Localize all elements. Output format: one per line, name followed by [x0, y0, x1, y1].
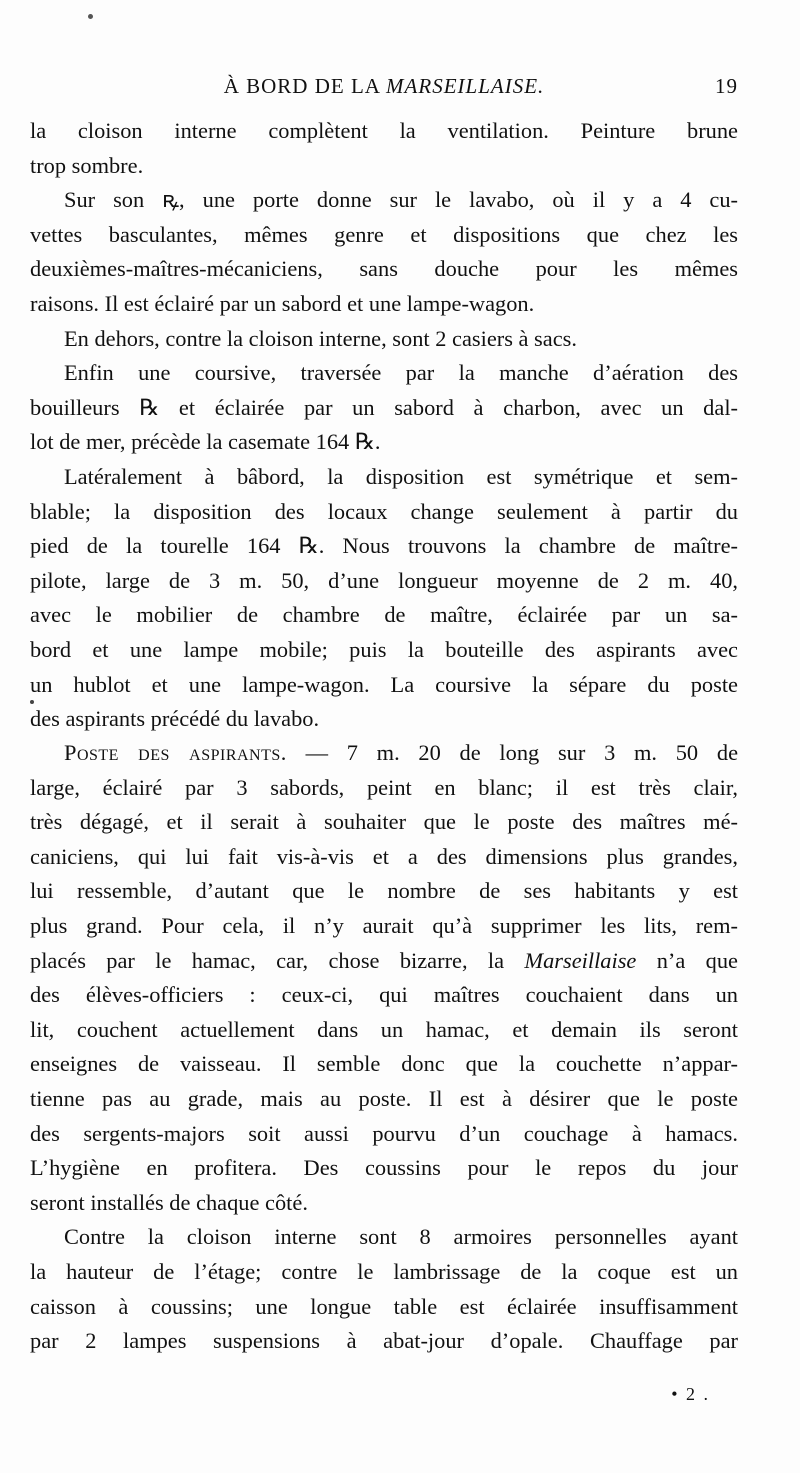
text-line: bouilleurs ℞ et éclairée par un sabord à charbon, avec un dal-: [30, 394, 738, 420]
text-line: la cloison interne complètent la ventilation. Peinture brune: [30, 118, 738, 143]
text-line: Latéralement à bâbord, la disposition est symétrique et sem-: [64, 463, 738, 489]
text-line: caniciens, qui lui fait vis-à-vis et a des dimensions plus grandes,: [30, 843, 738, 869]
text-line: En dehors, contre la cloison interne, sont 2 casiers à sacs.: [64, 325, 577, 351]
text-line: raisons. Il est éclairé par un sabord et une lampe-wagon.: [30, 290, 535, 316]
running-head: [30, 74, 738, 104]
running-head-title-italic: MARSEILLAISE.: [386, 74, 545, 98]
text-line: [30, 944, 738, 979]
running-head-title: [30, 74, 738, 99]
text-line: L’hygiène en profitera. Des coussins pour le repos du jour: [30, 1155, 738, 1181]
text-line: tienne pas au grade, mais au poste. Il est à désirer que le poste: [30, 1085, 738, 1111]
text-segment: — 7 m. 20 de long sur 3 m. 50 de: [286, 740, 739, 765]
text-line: plus grand. Pour cela, il n’y aurait qu’à supprimer les lits, rem-: [30, 912, 738, 938]
text-line: un hublot et une lampe-wagon. La coursive la sépare du poste: [30, 671, 738, 697]
section-heading: Poste des aspirants.: [64, 740, 287, 765]
text-line: vettes basculantes, mêmes genre et dispositions que chez les: [30, 221, 738, 247]
text-line: lui ressemble, d’autant que le nombre de ses habitants y est: [30, 878, 738, 904]
text-line: bord et une lampe mobile; puis la bouteille des aspirants avec: [30, 636, 738, 662]
text-line: par 2 lampes suspensions à abat-jour d’opale. Chauffage par: [30, 1328, 738, 1354]
text-line: caisson à coussins; une longue table est éclairée insuffisamment: [30, 1293, 738, 1319]
signature-mark: • 2 .: [671, 1384, 710, 1404]
text-line: lot de mer, précède la casemate 164 ℞.: [30, 429, 381, 455]
text-line: très dégagé, et il serait à souhaiter que le poste des maîtres mé-: [30, 809, 738, 835]
text-line: large, éclairé par 3 sabords, peint en blanc; il est très clair,: [30, 774, 738, 800]
text-segment: n’a que: [636, 947, 738, 973]
text-line: Enfin une coursive, traversée par la manche d’aération des: [64, 360, 738, 386]
text-line: des sergents-majors soit aussi pourvu d’un couchage à hamacs.: [30, 1120, 738, 1146]
paragraph-block-1: [30, 114, 738, 737]
text-line: lit, couchent actuellement dans un hamac, et demain ils seront: [30, 1016, 738, 1042]
text-line: seront installés de chaque côté.: [30, 1189, 308, 1215]
text-line: pied de la tourelle 164 ℞. Nous trouvons la chambre de maître-: [30, 533, 738, 559]
text-line: des élèves-officiers : ceux-ci, qui maîtres couchaient dans un: [30, 982, 738, 1008]
ink-speck: [88, 14, 93, 19]
text-line: [30, 736, 738, 771]
page-number: 19: [715, 74, 738, 98]
text-line: trop sombre.: [30, 152, 144, 178]
ship-name-italic: Marseillaise: [524, 947, 637, 973]
text-line: Sur son ꝶ, une porte donne sur le lavabo, où il y a 4 cu-: [64, 187, 738, 213]
text-line: avec le mobilier de chambre de maître, éclairée par un sa-: [30, 602, 738, 628]
text-line: pilote, large de 3 m. 50, d’une longueur moyenne de 2 m. 40,: [30, 567, 738, 593]
text-segment: placés par le hamac, car, chose bizarre, la: [30, 947, 525, 973]
text-line: Contre la cloison interne sont 8 armoires personnelles ayant: [64, 1224, 738, 1250]
paragraph-block-2: [30, 736, 738, 1359]
text-line: enseignes de vaisseau. Il semble donc que la couchette n’appar-: [30, 1051, 738, 1077]
text-line: des aspirants précédé du lavabo.: [30, 706, 320, 732]
running-head-title-prefix: À BORD DE LA: [223, 74, 387, 98]
text-line: blable; la disposition des locaux change seulement à partir du: [30, 498, 738, 524]
text-line: deuxièmes-maîtres-mécaniciens, sans douche pour les mêmes: [30, 256, 738, 282]
text-line: la hauteur de l’étage; contre le lambrissage de la coque est un: [30, 1258, 738, 1284]
